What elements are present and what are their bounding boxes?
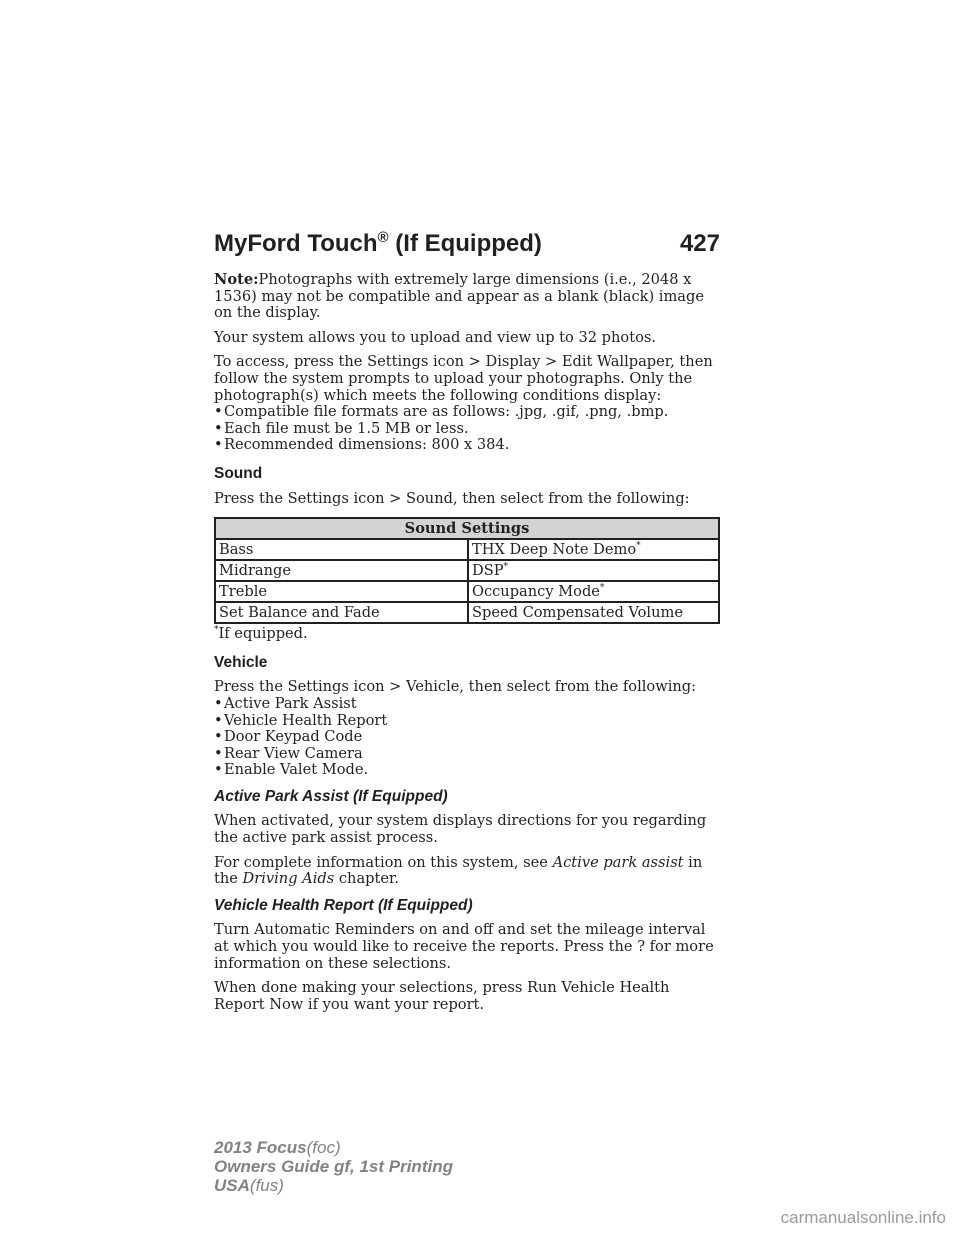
footer-line: USA(fus)	[214, 1176, 284, 1195]
active-park-reference: For complete information on this system, see Active park assist in the Driving Aids chapter.	[214, 853, 703, 888]
registered-mark: ®	[377, 229, 389, 246]
list-item: • Door Keypad Code	[214, 728, 363, 746]
table-cell: Bass	[215, 539, 468, 560]
vehicle-paragraph: Press the Settings icon > Vehicle, then select from the following:	[214, 678, 697, 696]
table-cell: Occupancy Mode*	[468, 581, 719, 602]
health-report-paragraph: Turn Automatic Reminders on and off and set the mileage interval at which you would like to receive the reports. Press the ? for more information on these selections.	[214, 921, 714, 972]
photo-limit-paragraph: Your system allows you to upload and view up to 32 photos.	[214, 328, 656, 346]
active-park-heading: Active Park Assist (If Equipped)	[214, 787, 448, 805]
note-label: Note:	[214, 271, 259, 288]
cross-reference: Active park assist	[552, 853, 684, 871]
list-item: • Recommended dimensions: 800 x 384.	[214, 436, 510, 454]
note-paragraph	[214, 272, 724, 322]
list-item: • Compatible file formats are as follows: .jpg, .gif, .png, .bmp.	[214, 403, 669, 421]
list-item: • Enable Valet Mode.	[214, 761, 369, 779]
bullet-icon: •	[214, 419, 223, 437]
footer-line: 2013 Focus(foc)	[214, 1138, 341, 1157]
footer-line: Owners Guide gf, 1st Printing	[214, 1157, 453, 1176]
page-header	[214, 230, 720, 258]
health-report-run-paragraph: When done making your selections, press Run Vehicle Health Report Now if you want your report.	[214, 979, 670, 1013]
bullet-icon: •	[214, 403, 223, 421]
watermark: carmanualsonline.info	[780, 1208, 946, 1227]
table-cell: Midrange	[215, 560, 468, 581]
table-row	[215, 581, 719, 602]
sound-heading: Sound	[214, 464, 263, 482]
footnote-marker: *	[636, 541, 641, 552]
table-row	[215, 602, 719, 623]
bullet-icon: •	[214, 711, 223, 729]
note-text: Photographs with extremely large dimensions (i.e., 2048 x 1536) may not be compatible and appear as a blank (black) image on the display.	[214, 271, 704, 322]
footnote-marker: *	[503, 562, 509, 573]
table-header: Sound Settings	[215, 518, 719, 539]
sound-paragraph: Press the Settings icon > Sound, then select from the following:	[214, 489, 690, 507]
list-item: • Each file must be 1.5 MB or less.	[214, 419, 469, 437]
bullet-icon: •	[214, 761, 223, 779]
footnote-marker: *	[214, 625, 219, 636]
list-item: • Active Park Assist	[214, 694, 357, 712]
bullet-icon: •	[214, 744, 223, 762]
chapter-reference: Driving Aids	[242, 870, 335, 888]
page-title: MyFord Touch® (If Equipped)	[214, 229, 542, 257]
footnote-marker: *	[599, 583, 605, 594]
bullet-icon: •	[214, 728, 223, 746]
table-row	[215, 560, 719, 581]
photo-conditions-list	[214, 404, 724, 454]
wallpaper-access-paragraph: To access, press the Settings icon > Display > Edit Wallpaper, then follow the system prompts to upload your photographs. Only the photograph(s) which meets the following conditions display:	[214, 353, 713, 404]
table-cell: Treble	[215, 581, 468, 602]
page-content	[214, 272, 724, 1021]
table-cell: Speed Compensated Volume	[468, 602, 719, 623]
active-park-paragraph: When activated, your system displays directions for you regarding the active park assist process.	[214, 812, 707, 847]
list-item: • Rear View Camera	[214, 744, 363, 762]
footnote: *If equipped.	[214, 625, 308, 643]
table-cell: THX Deep Note Demo*	[468, 539, 719, 560]
table-cell: DSP*	[468, 560, 719, 581]
page-number: 427	[679, 230, 720, 257]
bullet-icon: •	[214, 436, 223, 454]
vehicle-options-list	[214, 696, 724, 779]
table-header-row	[215, 518, 719, 539]
sound-settings-table	[214, 517, 720, 624]
bullet-icon: •	[214, 694, 223, 712]
vehicle-heading: Vehicle	[214, 653, 268, 671]
health-report-heading: Vehicle Health Report (If Equipped)	[214, 896, 473, 914]
page-footer	[214, 1138, 453, 1195]
table-row	[215, 539, 719, 560]
table-cell: Set Balance and Fade	[215, 602, 468, 623]
list-item: • Vehicle Health Report	[214, 711, 388, 729]
